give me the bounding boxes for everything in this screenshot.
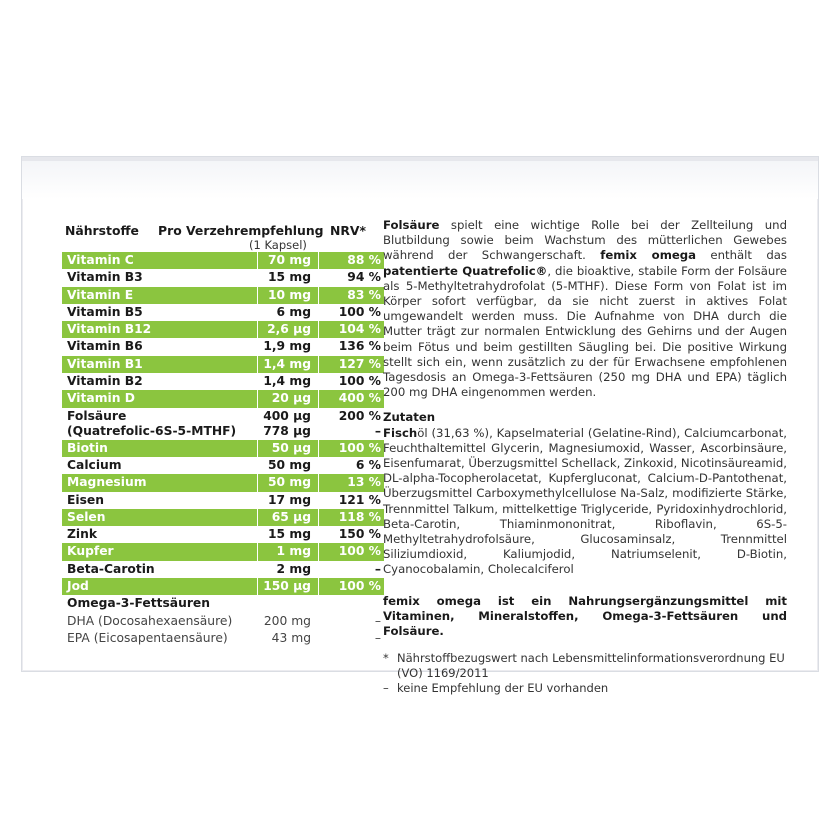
row-separator	[257, 474, 258, 491]
nutrient-name: Vitamin B3	[67, 270, 143, 285]
nutrient-nrv: 100 %	[338, 579, 381, 594]
folsaeure-term: Folsäure	[383, 218, 440, 232]
table-row	[62, 457, 384, 474]
zutaten-body	[383, 426, 787, 578]
table-row	[62, 304, 384, 321]
nutrient-name: Vitamin D	[67, 391, 135, 406]
nutrient-name: Vitamin B6	[67, 339, 143, 354]
header-per-serving: Pro Verzehrempfehlung	[158, 223, 324, 238]
footnote-dash-mark: –	[383, 681, 389, 696]
nutrient-name: Beta-Carotin	[67, 561, 155, 576]
nutrition-table	[62, 218, 384, 647]
table-row	[62, 287, 384, 304]
nutrient-amount: 70 mg	[267, 253, 311, 267]
nutrient-amount: 10 mg	[267, 287, 311, 302]
nutrient-amount-detail: 778 µg	[263, 423, 311, 438]
zutaten-fisch: Fisch	[383, 425, 418, 440]
nutrient-amount: 2,6 µg	[267, 322, 311, 337]
nutrient-name: Selen	[67, 509, 106, 524]
nutrient-amount: 1 mg	[276, 544, 311, 559]
row-separator	[257, 578, 258, 595]
footnote-dash-text: keine Empfehlung der EU vorhanden	[397, 681, 609, 696]
intro-text-1: spielt eine wichtige Rolle bei der Zellteilung und Blutbildung sowie beim Wachstum des mütterlichen Gewebes während der Schwangerschaft.	[383, 218, 787, 263]
nutrient-nrv: 121 %	[338, 492, 381, 507]
nutrient-name: Magnesium	[67, 475, 147, 490]
nutrient-name: Vitamin B5	[67, 304, 143, 319]
nutrient-amount: 150 µg	[263, 579, 311, 594]
nutrient-amount: 1,9 mg	[263, 339, 311, 354]
row-separator	[257, 390, 258, 407]
nutrient-nrv: 100 %	[338, 304, 381, 319]
nutrient-nrv: –	[374, 630, 381, 645]
footnote-star-mark: *	[383, 651, 389, 666]
nutrient-nrv: 150 %	[338, 527, 381, 542]
nutrient-amount: 65 µg	[271, 509, 311, 524]
footnote-star	[383, 651, 787, 681]
table-row	[62, 373, 384, 390]
nutrient-nrv: 400 %	[338, 391, 381, 406]
nutrient-name: Vitamin B2	[67, 374, 143, 389]
nutrient-name: DHA (Docosahexaensäure)	[67, 613, 233, 628]
row-separator	[318, 578, 319, 595]
table-row	[62, 390, 384, 407]
intro-text-2: enthält das	[696, 248, 787, 263]
nutrient-name: Biotin	[67, 440, 108, 455]
footnote-star-text: Nährstoffbezugswert nach Lebensmittelinformationsverordnung EU (VO) 1169/2011	[397, 651, 785, 681]
omega-rows	[62, 613, 384, 648]
nutrient-nrv: 100 %	[338, 544, 381, 559]
table-header	[62, 218, 384, 252]
nutrient-name: Vitamin E	[67, 287, 134, 302]
nutrient-amount: 6 mg	[276, 304, 311, 319]
nutrient-amount: 17 mg	[267, 492, 311, 507]
zutaten-text: öl (31,63 %), Kapselmaterial (Gelatine-Rind), Calciumcarbonat, Feuchthaltemittel Glycerin, Magnesiumoxid, Wasser, Ascorbinsäure, Eisenfumarat, Überzugsmittel Schellack, Zinkoxid, Nicotinsäureamid, DL-alpha-Tocopherolacetat, Kupfergluconat, Calcium-D-Pantothenat, Überzugsmittel Carboxymethylcellulose Na-Salz, modifizierte Stärke, Trennmittel Talkum, mittelkettige Triglyceride, Pyridoxinhydrochlorid, Beta-Carotin, Thiaminmononitrat, Riboflavin, 6S-5-Methyltetrahydrofolsäure, Glucosaminsalz, Trennmittel Siliziumdioxid, Kaliumjodid, Natriumselenit, D-Biotin, Cyanocobalamin, Cholecalciferol	[383, 425, 788, 577]
table-row	[62, 526, 384, 543]
nutrient-name: EPA (Eicosapentaensäure)	[67, 630, 228, 645]
nutrient-name: Calcium	[67, 457, 122, 472]
row-separator	[257, 509, 258, 526]
nutrient-amount: 400 µg	[263, 408, 311, 423]
table-row	[62, 321, 384, 338]
footnotes	[383, 651, 787, 696]
intro-paragraph	[383, 218, 787, 400]
table-row	[62, 630, 384, 647]
row-separator	[257, 321, 258, 338]
row-separator	[318, 474, 319, 491]
footnote-dash	[383, 681, 787, 696]
nutrient-name: Kupfer	[67, 544, 114, 559]
header-serving-unit: (1 Kapsel)	[249, 238, 307, 252]
omega-title-row	[62, 595, 384, 612]
intro-text-3: , die bioaktive, stabile Form der Folsäure als 5-Methyltetrahydrofolat (5-MTHF). Diese Form von Folat ist im Körper sofort verfügbar, da sie nicht zuerst in aktives Folat umgewandelt werden muss. Die Aufnahme von DHA durch die Mutter trägt zur normalen Entwicklung des Gehirns und der Augen beim Fötus und beim gestillten Säugling bei. Die positive Wirkung stellt sich ein, wenn zusätzlich zu der für Erwachsene empfohlenen Tagesdosis an Omega-3-Fettsäuren (250 mg DHA und EPA) täglich 200 mg DHA eingenommen werden.	[383, 263, 788, 400]
nutrient-nrv: 83 %	[347, 287, 381, 302]
nutrient-amount: 20 µg	[271, 391, 311, 406]
row-separator	[318, 356, 319, 373]
nutrient-nrv: 200 %	[338, 408, 381, 423]
table-row	[62, 613, 384, 630]
patent-term: patentierte Quatrefolic®	[383, 263, 548, 278]
nutrient-nrv: 127 %	[338, 356, 381, 371]
nutrient-nrv: 13 %	[347, 475, 381, 490]
zutaten-title: Zutaten	[383, 410, 436, 425]
header-nutrients: Nährstoffe	[65, 223, 139, 238]
nutrient-nrv: –	[374, 561, 381, 576]
row-separator	[318, 543, 319, 560]
nutrient-nrv: 104 %	[338, 322, 381, 337]
nutrient-nrv-detail: –	[374, 423, 381, 438]
table-row	[62, 561, 384, 578]
nutrient-amount: 2 mg	[276, 561, 311, 576]
row-separator	[257, 287, 258, 304]
nutrient-amount: 50 mg	[267, 475, 311, 490]
nutrient-name: Vitamin B12	[67, 322, 152, 337]
nutrient-name: Eisen	[67, 492, 105, 507]
nutrient-name: Folsäure	[67, 408, 127, 423]
nutrient-nrv: 88 %	[347, 253, 381, 267]
nutrient-amount: 50 mg	[267, 457, 311, 472]
nutrient-nrv: 136 %	[338, 339, 381, 354]
table-row	[62, 578, 384, 595]
nutrient-amount: 15 mg	[267, 527, 311, 542]
table-row	[62, 509, 384, 526]
nutrient-nrv: 6 %	[355, 457, 381, 472]
row-separator	[318, 390, 319, 407]
nutrient-rows-minerals	[62, 440, 384, 596]
row-separator	[257, 440, 258, 457]
nutrient-nrv: 94 %	[347, 270, 381, 285]
nutrient-nrv: 118 %	[338, 509, 381, 524]
table-row-folsaeure	[62, 408, 384, 440]
row-separator	[257, 252, 258, 269]
product-summary: femix omega ist ein Nahrungsergänzungsmittel mit Vitaminen, Mineralstoffen, Omega-3-Fettsäuren und Folsäure.	[383, 593, 787, 639]
table-row	[62, 440, 384, 457]
row-separator	[318, 440, 319, 457]
row-separator	[318, 509, 319, 526]
nutrient-rows-vitamins	[62, 252, 384, 408]
table-row	[62, 543, 384, 560]
nutrient-amount: 43 mg	[271, 630, 311, 645]
row-separator	[318, 321, 319, 338]
nutrient-amount: 50 µg	[271, 440, 311, 455]
package-top-edge	[22, 161, 818, 199]
package-back-panel	[22, 157, 818, 696]
nutrient-name: Jod	[67, 579, 89, 594]
nutrient-amount: 200 mg	[263, 613, 311, 628]
table-row	[62, 269, 384, 286]
nutrient-name: Vitamin B1	[67, 356, 143, 371]
table-row	[62, 338, 384, 355]
nutrient-amount: 1,4 mg	[263, 356, 311, 371]
table-row	[62, 492, 384, 509]
table-row	[62, 356, 384, 373]
nutrient-name: Zink	[67, 527, 98, 542]
nutrient-nrv: 100 %	[338, 440, 381, 455]
row-separator	[318, 252, 319, 269]
header-nrv: NRV*	[330, 223, 366, 238]
nutrient-amount: 1,4 mg	[263, 374, 311, 389]
nutrient-name-detail: (Quatrefolic-6S-5-MTHF)	[67, 423, 237, 438]
row-separator	[318, 287, 319, 304]
nutrient-nrv: 100 %	[338, 374, 381, 389]
omega-title: Omega-3-Fettsäuren	[67, 596, 210, 611]
nutrient-amount: 15 mg	[267, 270, 311, 285]
nutrient-name: Vitamin C	[67, 253, 134, 267]
table-row	[62, 252, 384, 269]
brand-name: femix omega	[600, 248, 697, 263]
table-row	[62, 474, 384, 491]
description-column	[383, 218, 787, 696]
row-separator	[257, 356, 258, 373]
nutrient-nrv: –	[374, 613, 381, 628]
row-separator	[257, 543, 258, 560]
